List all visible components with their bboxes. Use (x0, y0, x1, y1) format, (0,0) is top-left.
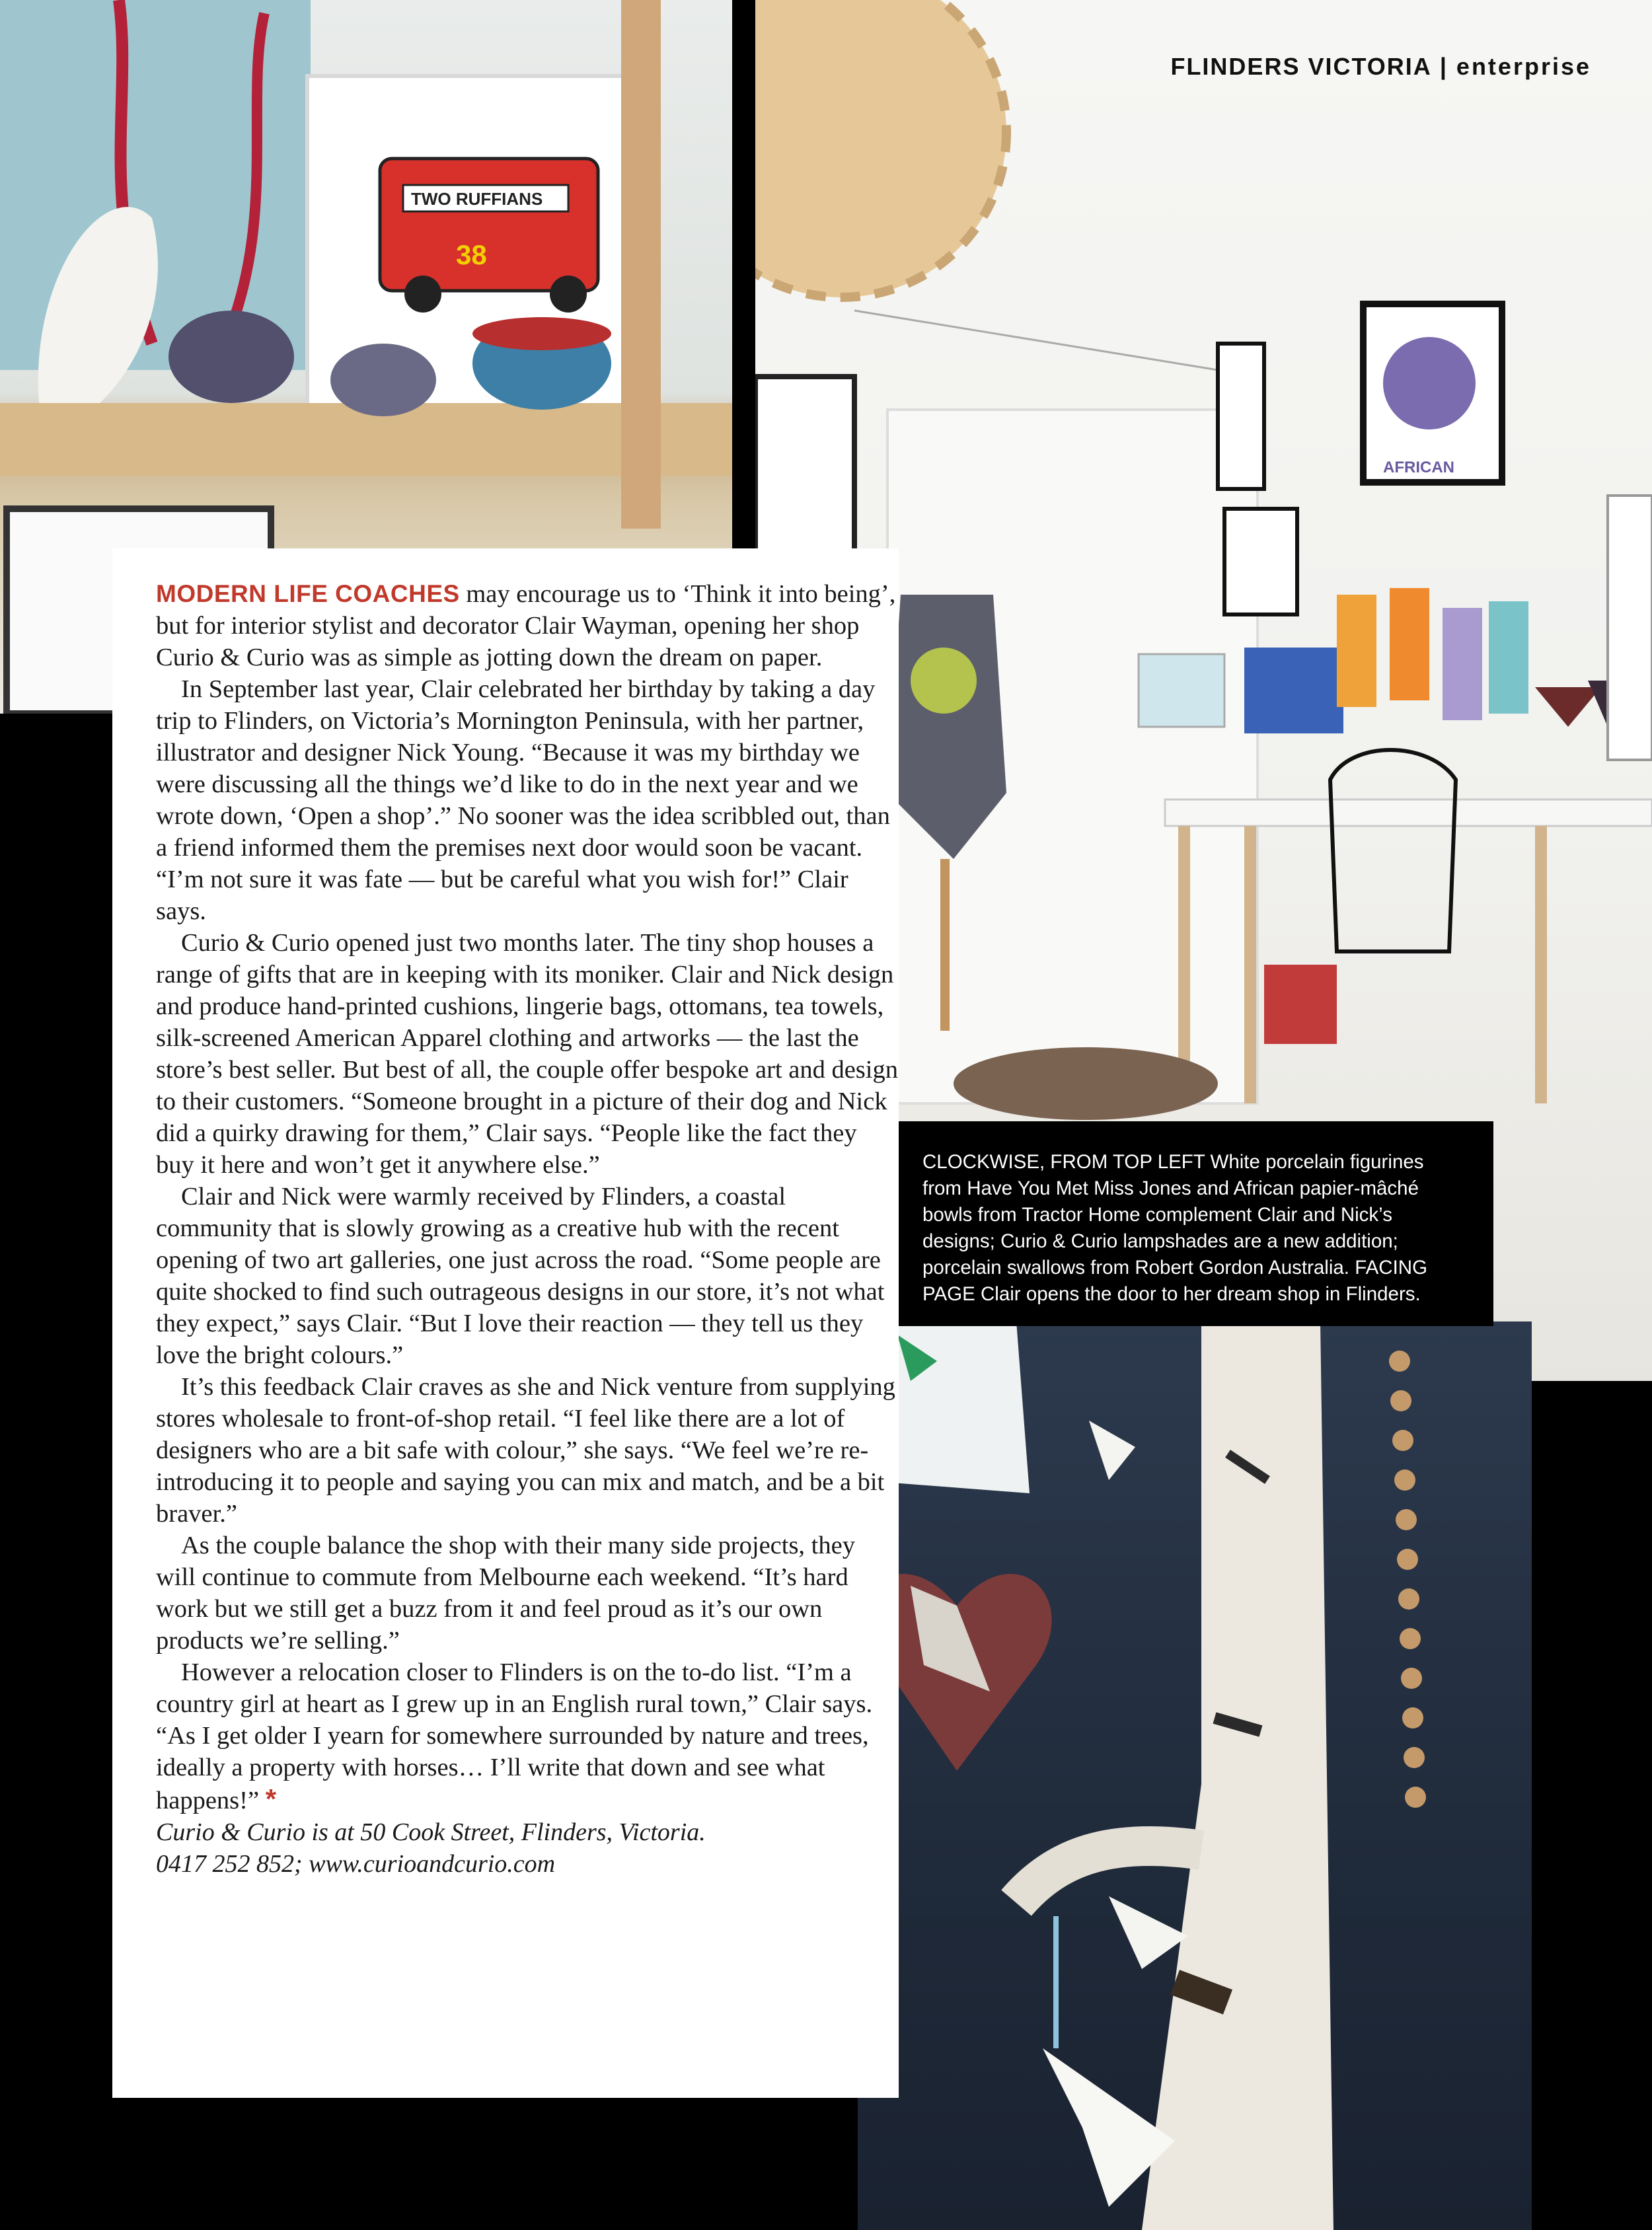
photo-birch-ornaments (858, 1321, 1532, 2230)
article-text-box (112, 548, 899, 2098)
article-lead-in: MODERN LIFE COACHES (156, 580, 460, 607)
article-paragraph-1-text: may encourage us to ‘Think it into being’, but for interior stylist and decorator Clair Wayman, opening her shop Curio & Curio was as simple as jotting down the dream on paper. (156, 580, 896, 671)
dress-form-stand (940, 859, 950, 1031)
pendant-lampshade (755, 0, 1006, 297)
article-paragraph-1 (156, 578, 899, 673)
elephant-print-label: AFRICAN (1383, 459, 1454, 476)
end-mark-icon: * (265, 1783, 277, 1814)
lingerie-bag-orange (1337, 595, 1376, 707)
porcelain-swallow-middle (1109, 1896, 1188, 1969)
shop-credit-address: Curio & Curio is at 50 Cook Street, Flinders, Victoria. (156, 1818, 706, 1846)
article-paragraph-4: Clair and Nick were warmly received by Flinders, a coastal community that is slowly growing as a creative hub with the recent opening of two art galleries, one just across the road. “Some people are quite shocked to find such outrageous designs in our store, it’s not what they expect,” says Clair. “But I love their reaction — they tell us they love the bright colours.” (156, 1183, 885, 1369)
bus-sign-text: TWO RUFFIANS (411, 189, 543, 209)
red-bus-drawing (380, 159, 598, 291)
shelf-upright (621, 0, 661, 529)
birch-branch (1016, 1846, 1201, 1903)
photo-caption (899, 1121, 1493, 1326)
lampshade-blue (1139, 654, 1224, 727)
article-paragraph-7-text: However a relocation closer to Flinders is on the to-do list. “I’m a country girl at heart as I grew up in an English rural town,” Clair says. “As I get older I yearn for somewhere surrounded by nature and trees, ideally a property with horses… I’ll write that down and see what happens!” (156, 1658, 873, 1814)
header-section: FLINDERS VICTORIA (1170, 53, 1432, 80)
small-print (1218, 344, 1264, 489)
shop-credit-contact: 0417 252 852; www.curioandcurio.com (156, 1850, 556, 1878)
article-paragraph-2: In September last year, Clair celebrated her birthday by taking a day trip to Flinders, on Victoria’s Mornington Peninsula, with her partner, illustrator and designer Nick Young. “Because it was my birthday we were discussing all the things we’d like to do in the next year and we wrote down, ‘Open a shop’.” No sooner was the idea scribbled out, than a friend informed them the premises next door would soon be vacant. “I’m not sure it was fate — but be careful what you wish for!” Clair says. (156, 675, 890, 925)
woven-basket (1264, 965, 1337, 1044)
floral-print (755, 377, 854, 575)
article-paragraph-7 (156, 1656, 899, 1816)
article-paragraph-6: As the couple balance the shop with their many side projects, they will continue to commute from Melbourne each weekend. “It’s hard work but we still get a buzz from it and feel proud as it’s our own products we’re selling.” (156, 1532, 855, 1654)
porcelain-swallow (1089, 1421, 1135, 1480)
article-paragraph-5: It’s this feedback Clair craves as she and Nick venture from supplying stores wholesale to front-of-shop retail. “I feel like there are a lot of designers who are a bit safe with colour,” she says. “We feel we’re re-introducing it to people and saying you can mix and match, and be a bit braver.” (156, 1373, 895, 1528)
papier-mache-bowl (169, 311, 294, 403)
wooden-heart (1535, 687, 1601, 727)
elephant-drawing (1383, 337, 1476, 429)
white-table (1165, 799, 1652, 826)
papier-mache-bowl-small (330, 344, 436, 416)
photo-caption-text: CLOCKWISE, FROM TOP LEFT White porcelain figurines from Have You Met Miss Jones and African papier-mâché bowls from Tractor Home complement Clair and Nick’s designs; Curio & Curio lampshades are a new addition; porcelain swallows from Robert Gordon Australia. FACING PAGE Clair opens the door to her dream shop in Flinders. (922, 1151, 1428, 1305)
header-category: enterprise (1456, 53, 1591, 80)
lampshade-tie-dye (1244, 648, 1343, 733)
article-paragraph-3: Curio & Curio opened just two months later. The tiny shop houses a range of gifts that are in keeping with its moniker. Clair and Nick design and produce hand-printed cushions, lingerie bags, ottomans, tea towels, silk-screened American Apparel clothing and artworks — the last the store’s best seller. But best of all, the couple offer bespoke art and design to their customers. “Someone brought in a picture of their dog and Nick did a quirky drawing for them,” Clair says. “People like the fact they buy it here and won’t get it anywhere else.” (156, 929, 898, 1179)
header-separator: | (1439, 53, 1448, 80)
cowhide-rug (954, 1047, 1218, 1120)
birch-ornaments-illustration (858, 1321, 1532, 2230)
wire-chair (1330, 750, 1456, 951)
running-header (1170, 53, 1591, 81)
wooden-bead-string (1389, 1351, 1426, 1808)
bus-number: 38 (456, 239, 487, 270)
